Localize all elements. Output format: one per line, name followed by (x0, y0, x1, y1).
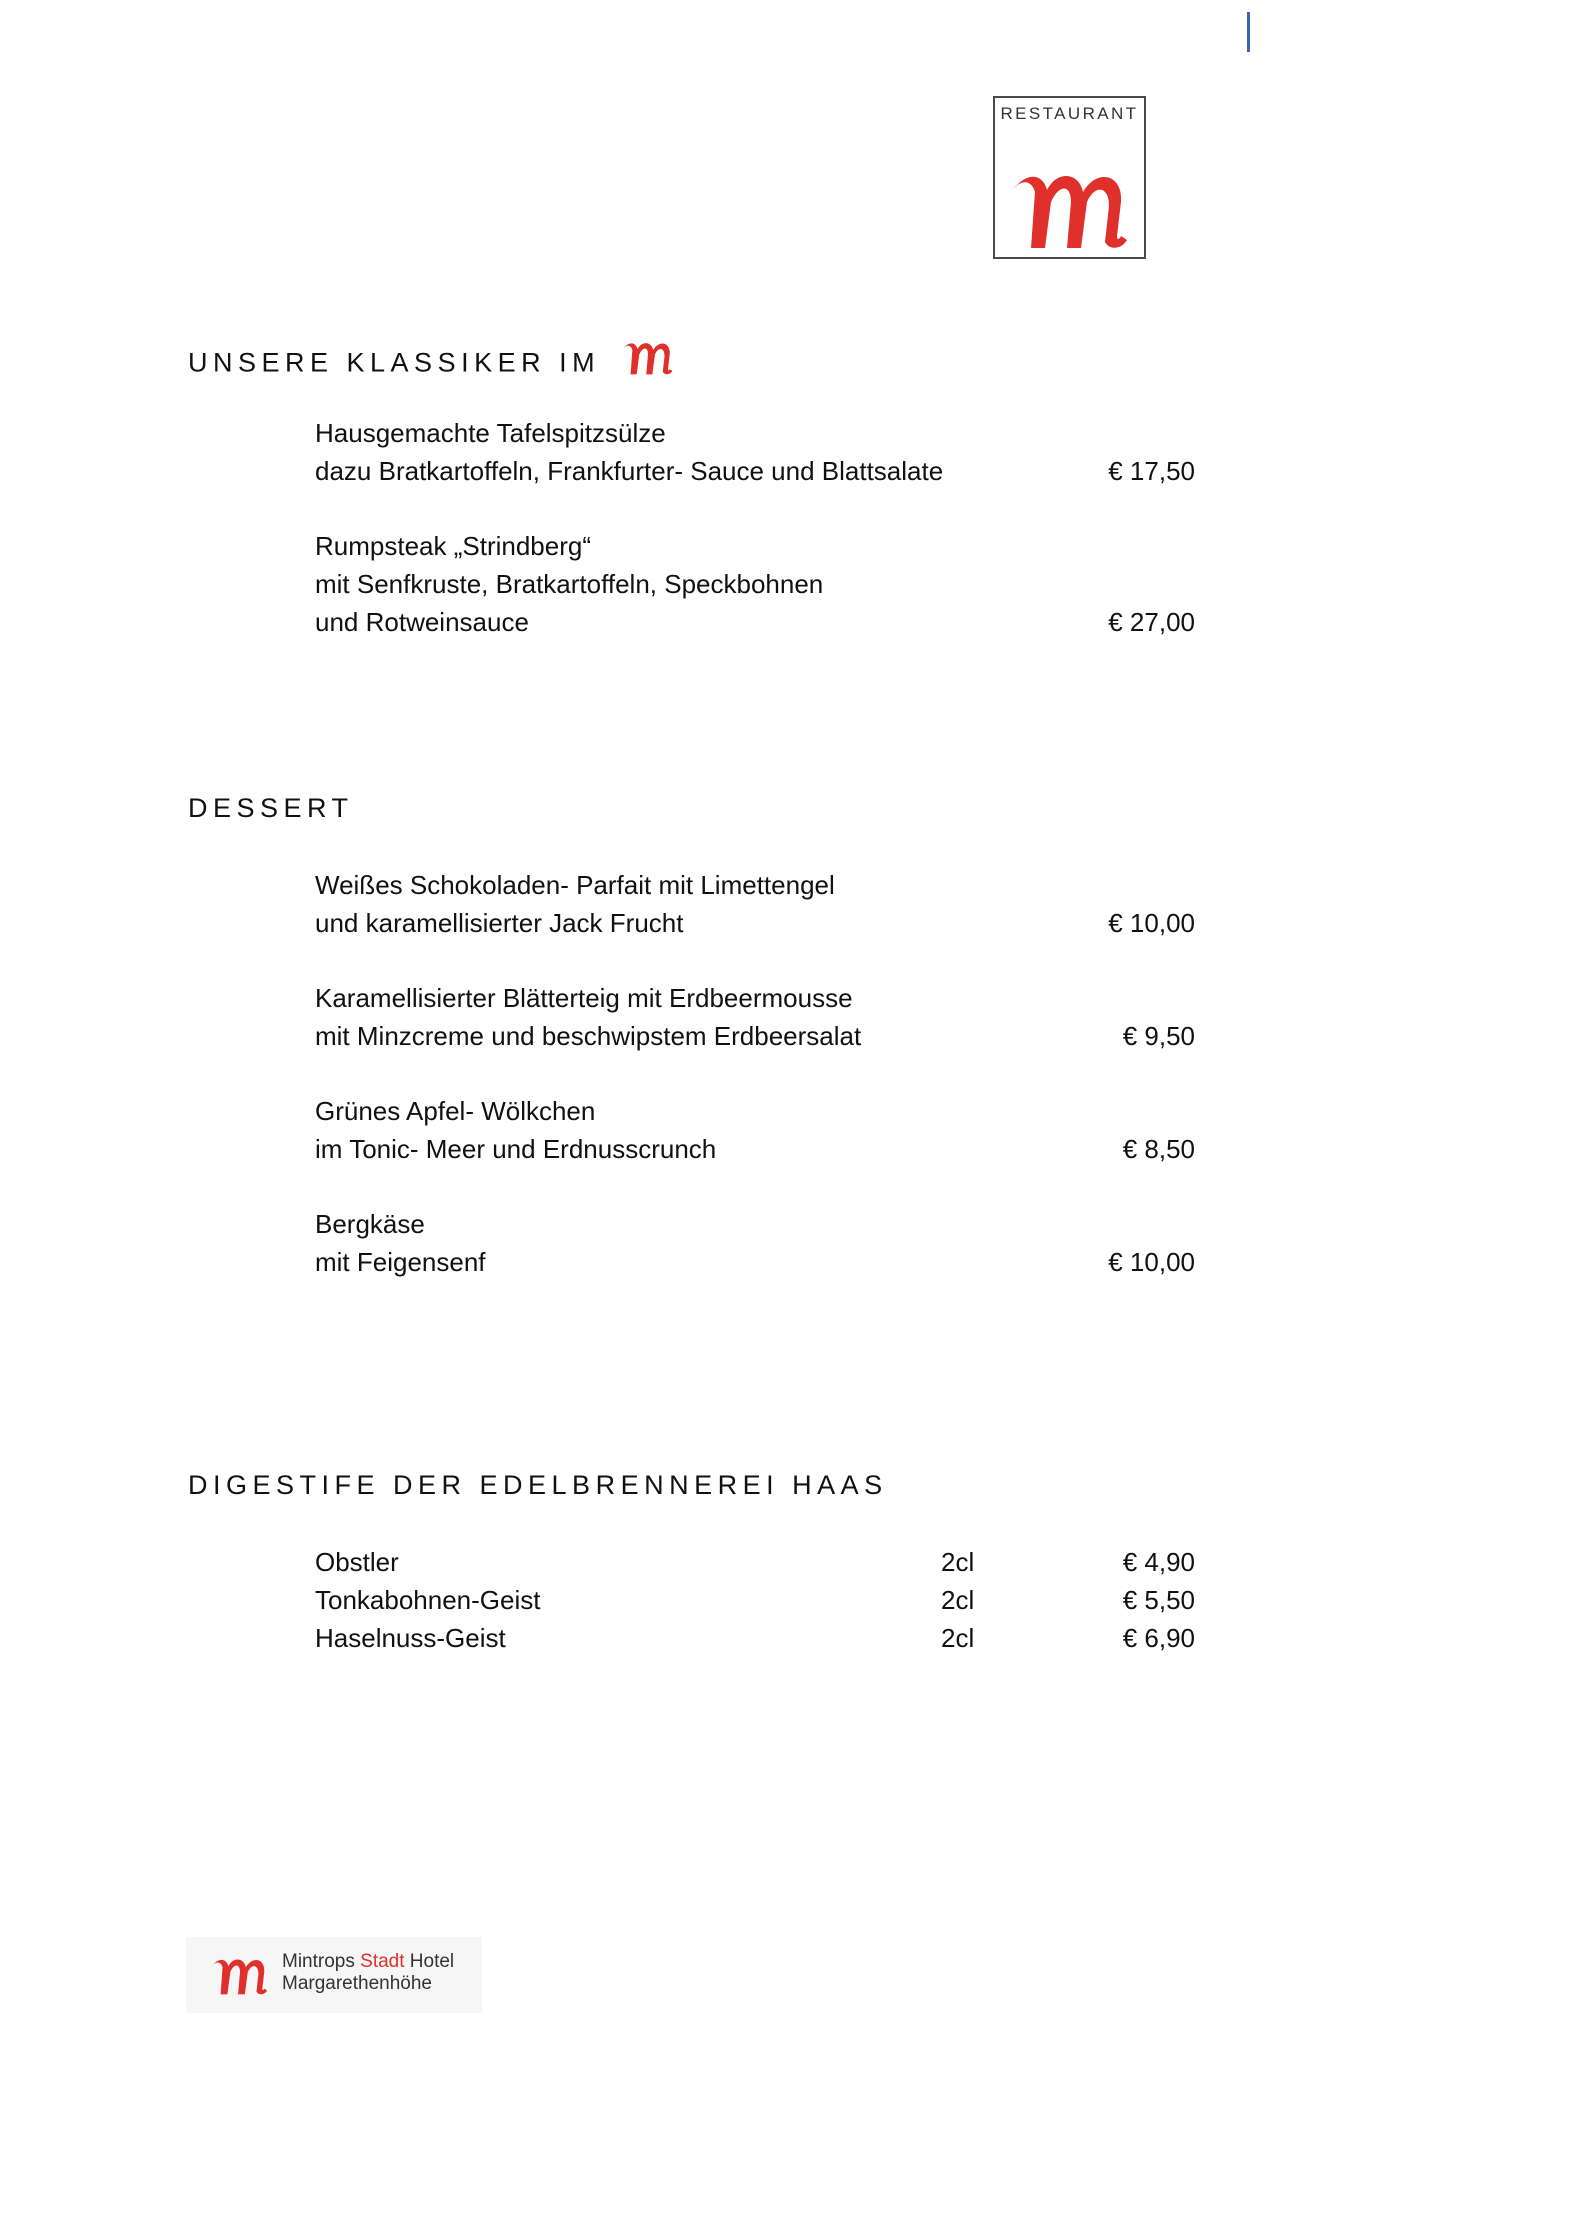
section-title-digestife: DIGESTIFE DER EDELBRENNEREI HAAS (188, 1470, 888, 1500)
menu-item-price: € 9,50 (1122, 1021, 1195, 1051)
menu-item-price: € 10,00 (1108, 908, 1195, 938)
menu-item-description: mit Feigensenf (315, 1247, 486, 1277)
menu-item-price: € 27,00 (1108, 607, 1195, 637)
menu-item-description: und Rotweinsauce (315, 607, 529, 637)
restaurant-logo (993, 96, 1146, 259)
hotel-name-word: Hotel (409, 1951, 455, 1972)
section-title-klassiker-text: UNSERE KLASSIKER IM (188, 347, 601, 378)
hotel-name-word: Mintrops (282, 1951, 355, 1972)
menu-item-title: Hausgemachte Tafelspitzsülze (315, 418, 666, 448)
menu-item-description: mit Senfkruste, Bratkartoffeln, Speckbohnen (315, 569, 824, 599)
menu-item-title: Karamellisierter Blätterteig mit Erdbeermousse (315, 983, 853, 1013)
menu-item-description: und karamellisierter Jack Frucht (315, 908, 684, 938)
menu-item-description: dazu Bratkartoffeln, Frankfurter- Sauce und Blattsalate (315, 456, 944, 486)
menu-item-title: Grünes Apfel- Wölkchen (315, 1096, 596, 1126)
menu-item (315, 866, 1195, 942)
logo-label: RESTAURANT (1000, 104, 1139, 123)
hotel-name-word-highlight: Stadt (360, 1951, 405, 1972)
digestif-name: Haselnuss-Geist (315, 1623, 506, 1653)
menu-item (315, 1092, 1195, 1168)
section-title-dessert: DESSERT (188, 793, 354, 823)
digestif-price: € 5,50 (1122, 1585, 1195, 1615)
section-title-klassiker (188, 341, 677, 388)
menu-item (315, 979, 1195, 1055)
digestif-size: 2cl (941, 1547, 975, 1577)
hotel-logo (186, 1937, 482, 2013)
digestif-row (315, 1619, 1195, 1657)
digestif-name: Obstler (315, 1547, 399, 1577)
text-cursor (1247, 12, 1250, 52)
menu-item-title: Bergkäse (315, 1209, 425, 1239)
menu-item-title: Rumpsteak „Strindberg“ (315, 531, 591, 561)
hotel-location: Margarethenhöhe (282, 1973, 432, 1994)
m-logo-icon (619, 337, 677, 384)
digestif-size: 2cl (941, 1585, 975, 1615)
menu-item-price: € 17,50 (1108, 456, 1195, 486)
menu-item-description: im Tonic- Meer und Erdnusscrunch (315, 1134, 717, 1164)
menu-item (315, 414, 1195, 490)
digestif-row (315, 1581, 1195, 1619)
menu-item-price: € 8,50 (1122, 1134, 1195, 1164)
hotel-name (282, 1951, 454, 1995)
menu-item (315, 1205, 1195, 1281)
m-logo-icon (1005, 162, 1137, 254)
digestif-row (315, 1543, 1195, 1581)
digestif-name: Tonkabohnen-Geist (315, 1585, 541, 1615)
digestif-size: 2cl (941, 1623, 975, 1653)
digestif-price: € 6,90 (1122, 1623, 1195, 1653)
menu-item-description: mit Minzcreme und beschwipstem Erdbeersalat (315, 1021, 862, 1051)
menu-item-price: € 10,00 (1108, 1247, 1195, 1277)
menu-item-title: Weißes Schokoladen- Parfait mit Limettengel (315, 870, 835, 900)
digestif-price: € 4,90 (1122, 1547, 1195, 1577)
m-logo-icon (208, 1951, 272, 1999)
menu-item (315, 527, 1195, 641)
